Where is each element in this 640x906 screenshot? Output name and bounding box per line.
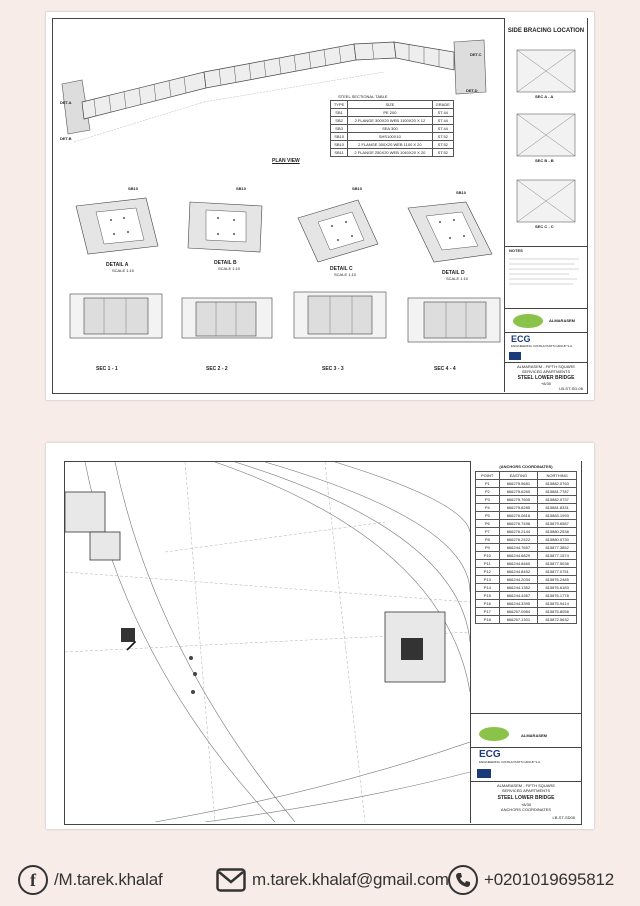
table-cell: 815876.2485 (538, 576, 577, 584)
company-name: ENGINEERING CONSULTANTS GROUP S.A. (479, 760, 542, 764)
table-cell: 2 FLANGE 300X20 WEB 1100 X 20 (348, 141, 432, 149)
table-row (476, 480, 577, 488)
table-row (476, 600, 577, 608)
table-row (476, 576, 577, 584)
table-cell: P3 (476, 496, 500, 504)
members-table (330, 100, 454, 157)
email-address: m.tarek.khalaf@gmail.com (252, 870, 449, 889)
table-row (331, 117, 454, 125)
table-cell: SHS100X10 (348, 133, 432, 141)
table-cell: P16 (476, 600, 500, 608)
table-cell: 815877.5036 (538, 560, 577, 568)
table-cell: P8 (476, 536, 500, 544)
table-row (476, 544, 577, 552)
section-3-title: SEC 3 - 3 (322, 366, 344, 372)
drawing-subtitle: +8/30 (520, 802, 532, 807)
table-cell: ST.52 (432, 141, 453, 149)
table-cell: 666275.5681 (499, 480, 538, 488)
table-row (476, 504, 577, 512)
project-name: ALMARASEM - FIFTH SQUARE (496, 783, 555, 788)
phone-icon (448, 865, 478, 895)
title-block-panel (504, 18, 587, 392)
table-header: TYPE (331, 101, 348, 109)
client-name: ALMARASEM (521, 733, 547, 738)
detail-d-title: DETAIL D (442, 270, 465, 276)
drawing-title: STEEL LOWER BRIDGE (497, 795, 555, 801)
drawing-description: ANCHORS COORDINATES (500, 807, 552, 812)
table-cell: SB10 (331, 141, 348, 149)
table-cell: P11 (476, 560, 500, 568)
side-bracing-drawings (511, 42, 581, 242)
table-cell: 815877.1574 (538, 552, 577, 560)
table-cell: 815875.8058 (538, 608, 577, 616)
table-row (476, 536, 577, 544)
table-row (476, 560, 577, 568)
side-section-a: SEC A - A (535, 94, 554, 99)
table-cell: 815875.9414 (538, 600, 577, 608)
table-cell: 666244.6829 (499, 552, 538, 560)
detail-tag: SB10 (236, 186, 247, 191)
project-name: ALMARASEM - FIFTH SQUARE (516, 364, 575, 369)
project-logo-mark (477, 769, 491, 778)
client-name: ALMARASEM (549, 318, 575, 323)
phone-contact[interactable] (448, 862, 614, 898)
sheet-number: LB-ST-SD05 (552, 815, 575, 820)
table-cell: 666244.7657 (499, 544, 538, 552)
table-cell: 815880.2538 (538, 528, 577, 536)
table-row (476, 520, 577, 528)
table-cell: SB1 (331, 109, 348, 117)
table-row (331, 133, 454, 141)
table-row (476, 496, 577, 504)
facebook-contact[interactable] (18, 862, 163, 898)
drawing-subtitle: +8/30 (540, 381, 552, 386)
section-4-title: SEC 4 - 4 (434, 366, 456, 372)
table-cell: 666276.2144 (499, 528, 538, 536)
table-cell: 815882.0763 (538, 480, 577, 488)
detail-b-scale: SCALE 1:10 (218, 266, 241, 271)
table-cell: P2 (476, 488, 500, 496)
table-cell: P6 (476, 520, 500, 528)
table-cell: 666244.2034 (499, 576, 538, 584)
table-row (331, 149, 454, 157)
side-bracing-title: SIDE BRACING LOCATION (507, 28, 585, 34)
table-cell: 815876.1778 (538, 592, 577, 600)
project-subtitle: SERVICED APARTMENTS (521, 369, 571, 374)
company-name: ENGINEERING CONSULTANTS GROUP S.A. (511, 344, 574, 348)
table-cell: P17 (476, 608, 500, 616)
detail-c-drawing (288, 196, 388, 264)
table-cell: 815881.7787 (538, 488, 577, 496)
drawing-sheet-bridge-plan (46, 12, 594, 400)
table-cell: 666244.3395 (499, 600, 538, 608)
table-header: GRADE (432, 101, 453, 109)
table-row (331, 109, 454, 117)
table-cell: 815881.8331 (538, 504, 577, 512)
detail-a-title: DETAIL A (106, 262, 129, 268)
detail-b-drawing (176, 196, 276, 258)
table-row (476, 584, 577, 592)
email-contact[interactable] (216, 862, 449, 898)
table-cell: 666257.1301 (499, 616, 538, 624)
table-cell: P9 (476, 544, 500, 552)
drawing-sheet-anchors (46, 443, 594, 829)
detail-tag: SB10 (128, 186, 139, 191)
table-cell: 666244.8460 (499, 560, 538, 568)
plan-view-label: PLAN VIEW (272, 158, 300, 164)
notes-lines (509, 256, 583, 290)
table-cell: SB10 (331, 133, 348, 141)
anchors-table (475, 471, 577, 624)
table-cell: 666276.7496 (499, 520, 538, 528)
table-cell: SB11 (331, 149, 348, 157)
table-cell: P4 (476, 504, 500, 512)
det-label-a: DET.A (60, 100, 72, 105)
table-cell: SB2 (331, 117, 348, 125)
table-cell: P14 (476, 584, 500, 592)
facebook-icon: f (18, 865, 48, 895)
table-cell: P5 (476, 512, 500, 520)
facebook-handle: /M.tarek.khalaf (54, 870, 163, 889)
table-cell: P12 (476, 568, 500, 576)
project-logo-mark (509, 352, 521, 360)
table-cell: ST.52 (432, 133, 453, 141)
table-cell: P15 (476, 592, 500, 600)
table-cell: 666275.7605 (499, 496, 538, 504)
table-cell: 2 FLANGE 300X20 WEB 1100X20 X 12 (348, 117, 432, 125)
table-cell: 2 FLANGE 250X20 WEB 1040X20 X 20 (348, 149, 432, 157)
site-plan-drawing (65, 462, 470, 822)
det-label-d: DET.D (466, 88, 478, 93)
email-icon (216, 868, 246, 892)
detail-c-title: DETAIL C (330, 266, 353, 272)
table-row (476, 568, 577, 576)
details-area (56, 184, 500, 384)
table-cell: SB3 (331, 125, 348, 133)
detail-b-title: DETAIL B (214, 260, 237, 266)
project-subtitle: SERVICED APARTMENTS (501, 788, 551, 793)
table-cell: 815876.6183 (538, 584, 577, 592)
detail-a-scale: SCALE 1:10 (112, 268, 135, 273)
table-row (476, 616, 577, 624)
table-cell: P10 (476, 552, 500, 560)
detail-d-drawing (400, 198, 500, 268)
table-row (476, 592, 577, 600)
table-cell: 815879.6587 (538, 520, 577, 528)
client-logo-mark (513, 314, 543, 328)
table-header-row (476, 472, 577, 480)
section-2-title: SEC 2 - 2 (206, 366, 228, 372)
notes-label: NOTES (509, 248, 523, 253)
table-cell: 666244.8452 (499, 568, 538, 576)
table-row (476, 608, 577, 616)
side-section-b: SEC B - B (535, 158, 554, 163)
table-row (476, 488, 577, 496)
table-cell: ST.44 (432, 117, 453, 125)
table-cell: P13 (476, 576, 500, 584)
table-cell: P18 (476, 616, 500, 624)
section-1-title: SEC 1 - 1 (96, 366, 118, 372)
table-cell: 666275.6260 (499, 488, 538, 496)
table-header: SIZE (348, 101, 432, 109)
detail-a-drawing (66, 196, 166, 258)
table-cell: 666276.0816 (499, 512, 538, 520)
table-row (476, 528, 577, 536)
phone-number: +0201019695812 (484, 870, 615, 889)
table-row (331, 141, 454, 149)
table-cell: 666257.0984 (499, 608, 538, 616)
table-cell: SEA 300 (348, 125, 432, 133)
table-header-row (331, 101, 454, 109)
table-cell: P1 (476, 480, 500, 488)
side-section-c: SEC C - C (535, 224, 554, 229)
table-cell: 666244.1352 (499, 584, 538, 592)
table-cell: 815872.5632 (538, 616, 577, 624)
table-cell: 666275.8285 (499, 504, 538, 512)
table-cell: 815880.0730 (538, 536, 577, 544)
anchors-table-title: (ANCHORS COORDINATES) (499, 464, 553, 469)
detail-d-scale: SCALE 1:10 (446, 276, 469, 281)
table-cell: 815882.0737 (538, 496, 577, 504)
table-row (476, 552, 577, 560)
sheet-number: LB-ST-SD-06 (559, 386, 583, 391)
table-cell: ST.44 (432, 109, 453, 117)
table-cell: ST.52 (432, 149, 453, 157)
table-header: POINT (476, 472, 500, 480)
ecg-logo: ECG (479, 749, 501, 760)
table-cell: ST.44 (432, 125, 453, 133)
table-cell: 666276.2422 (499, 536, 538, 544)
det-label-b: DET.B (60, 136, 72, 141)
anchors-panel (470, 461, 581, 823)
table-cell: 815877.3852 (538, 544, 577, 552)
detail-tag: SB10 (456, 190, 467, 195)
det-label-c: DET.C (470, 52, 482, 57)
detail-tag: SB10 (352, 186, 363, 191)
members-table-title: STEEL SECTIONAL TABLE (338, 94, 388, 99)
table-cell: 815883.1993 (538, 512, 577, 520)
table-row (476, 512, 577, 520)
ecg-logo: ECG (511, 334, 531, 344)
table-header: NORTHING (538, 472, 577, 480)
drawing-title: STEEL LOWER BRIDGE (517, 375, 575, 381)
table-cell: 666244.4367 (499, 592, 538, 600)
client-logo-mark (479, 727, 509, 741)
table-cell: 815877.0751 (538, 568, 577, 576)
table-cell: P7 (476, 528, 500, 536)
table-row (331, 125, 454, 133)
table-cell: PE 200 (348, 109, 432, 117)
sections-drawing (64, 284, 504, 366)
table-header: EASTING (499, 472, 538, 480)
detail-c-scale: SCALE 1:10 (334, 272, 357, 277)
